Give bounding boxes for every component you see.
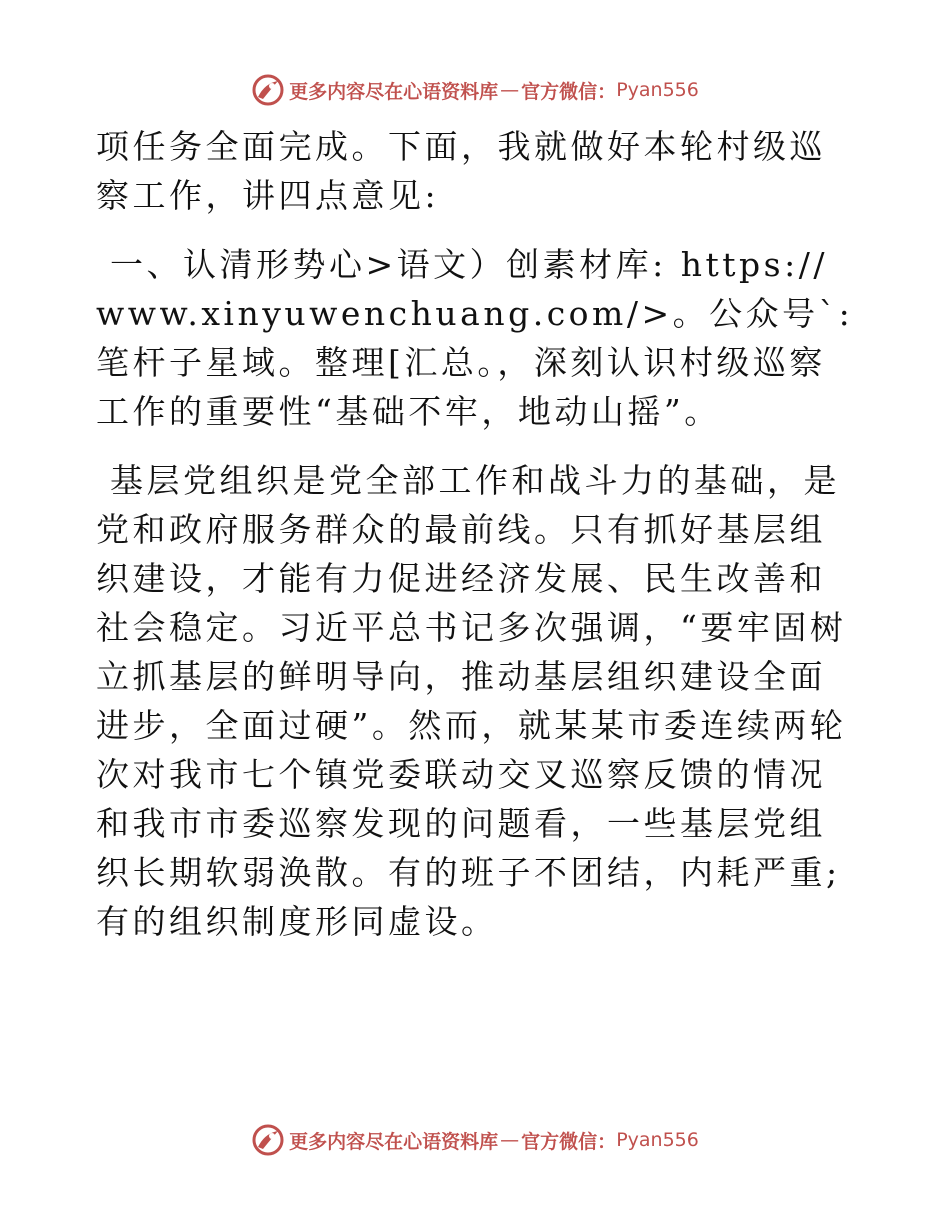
watermark-wechat-label: 官方微信： bbox=[521, 80, 617, 103]
watermark-wechat-id: Pyan556 bbox=[616, 79, 699, 101]
watermark-separator: — bbox=[500, 79, 520, 101]
footer-watermark bbox=[0, 1120, 950, 1160]
watermark-wechat-id: Pyan556 bbox=[616, 1129, 699, 1151]
watermark-wechat-label: 官方微信： bbox=[521, 1130, 617, 1153]
watermark-text: 更多内容尽在心语资料库 bbox=[289, 80, 499, 103]
document-body bbox=[96, 122, 868, 946]
paragraph-section-one: 一、认清形势心>语文）创素材库: https://www.xinyuwenchuang.com/>。公众号`: 笔杆子星域。整理[汇总。，深刻认识村级巡察工作的重要性“基础不牢，地动山摇”。 bbox=[96, 245, 868, 431]
header-watermark bbox=[0, 70, 950, 110]
watermark-separator: — bbox=[500, 1129, 520, 1151]
logo-icon bbox=[251, 73, 285, 107]
logo-icon bbox=[251, 1123, 285, 1157]
paragraph-grassroots: 基层党组织是党全部工作和战斗力的基础，是党和政府服务群众的最前线。只有抓好基层组织建设，才能有力促进经济发展、民生改善和社会稳定。习近平总书记多次强调，“要牢固树立抓基层的鲜明导向，推动基层组织建设全面进步，全面过硬”。然而，就某某市委连续两轮次对我市七个镇党委联动交叉巡察反馈的情况和我市市委巡察发现的问题看，一些基层党组织长期软弱涣散。有的班子不团结，内耗严重;有的组织制度形同虚设。 bbox=[96, 461, 847, 941]
watermark-text: 更多内容尽在心语资料库 bbox=[289, 1130, 499, 1153]
paragraph-intro: 项任务全面完成。下面，我就做好本轮村级巡察工作，讲四点意见: bbox=[96, 127, 826, 215]
